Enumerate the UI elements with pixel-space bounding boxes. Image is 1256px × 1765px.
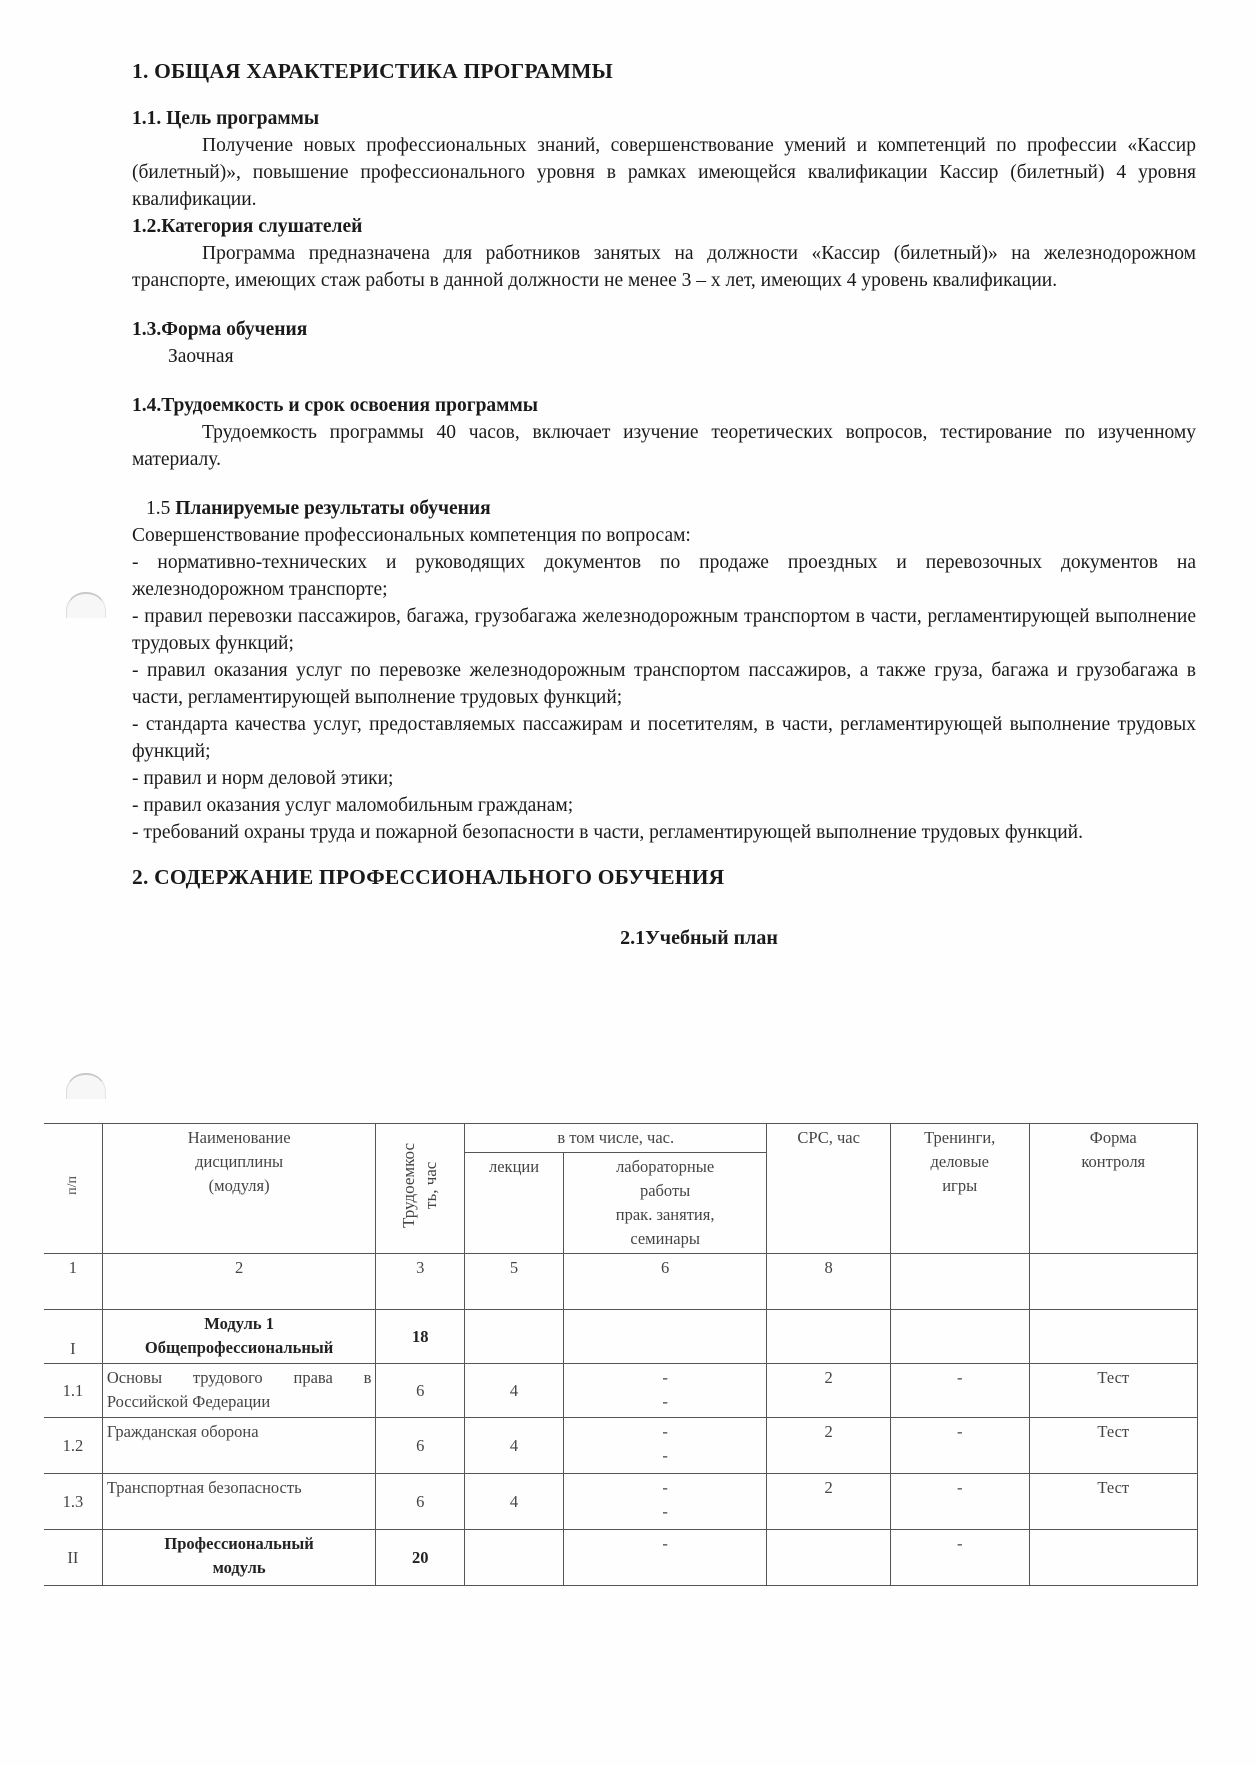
row-control: Тест	[1029, 1474, 1197, 1530]
row-no: II	[44, 1530, 102, 1586]
col-number: 1	[44, 1254, 102, 1310]
row-trainings	[890, 1310, 1029, 1364]
section-1-2-text: Программа предназначена для работников занятых на должности «Кассир (билетный)» на железнодорожном транспорте, имеющих стаж работы в данной должности не менее 3 – х лет, имеющих 4 уровень квалификации.	[132, 243, 1196, 291]
table-row	[44, 1310, 1198, 1364]
result-item: - правил оказания услуг маломобильным гражданам;	[132, 795, 574, 816]
col-number	[1029, 1254, 1197, 1310]
result-item: - правил и норм деловой этики;	[132, 768, 394, 789]
row-no: 1.3	[44, 1474, 102, 1530]
col-number	[890, 1254, 1029, 1310]
col-number: 2	[102, 1254, 376, 1310]
section-1-5-intro: Совершенствование профессиональных компетенция по вопросам:	[132, 525, 691, 546]
result-item: - требований охраны труда и пожарной безопасности в части, регламентирующей выполнение трудовых функций.	[132, 822, 1083, 843]
col-number: 6	[563, 1254, 766, 1310]
table-row	[44, 1474, 1198, 1530]
header-control: Форма контроля	[1029, 1124, 1197, 1254]
section-1-5-number: 1.5	[146, 498, 171, 519]
section-1-5-heading	[132, 495, 1196, 522]
row-labs: -	[563, 1530, 766, 1586]
row-name: Гражданская оборона	[102, 1418, 376, 1474]
row-no: 1.2	[44, 1418, 102, 1474]
row-trainings: -	[890, 1418, 1029, 1474]
row-total: 6	[376, 1364, 465, 1418]
section-1-3-heading: 1.3.Форма обучения	[132, 319, 308, 340]
row-total: 6	[376, 1418, 465, 1474]
row-trainings: -	[890, 1364, 1029, 1418]
row-labs: - -	[563, 1418, 766, 1474]
row-src	[767, 1530, 891, 1586]
section-1-5-title: Планируемые результаты обучения	[175, 498, 491, 519]
table-row	[44, 1364, 1198, 1418]
row-lectures: 4	[465, 1418, 564, 1474]
row-src: 2	[767, 1364, 891, 1418]
table-header-row	[44, 1124, 1198, 1153]
row-name: Транспортная безопасность	[102, 1474, 376, 1530]
row-src	[767, 1310, 891, 1364]
header-total: Трудоемкос ть, час	[376, 1124, 465, 1254]
row-lectures	[465, 1310, 564, 1364]
row-control	[1029, 1310, 1197, 1364]
row-trainings: -	[890, 1530, 1029, 1586]
result-item: - нормативно-технических и руководящих документов по продаже проездных и перевозочных документов на железнодорожном транспорте;	[132, 552, 1196, 600]
result-item: - стандарта качества услуг, предоставляемых пассажирам и посетителям, в части, регламентирующей выполнение трудовых функций;	[132, 714, 1196, 762]
header-including: в том числе, час.	[465, 1124, 767, 1153]
row-lectures: 4	[465, 1364, 564, 1418]
result-item: - правил перевозки пассажиров, багажа, грузобагажа железнодорожным транспортом в части, регламентирующей выполнение трудовых функций;	[132, 606, 1196, 654]
row-name: Профессиональный модуль	[102, 1530, 376, 1586]
row-total: 6	[376, 1474, 465, 1530]
row-labs: - -	[563, 1364, 766, 1418]
document-content	[132, 58, 1196, 952]
header-src: СРС, час	[767, 1124, 891, 1254]
row-lectures: 4	[465, 1474, 564, 1530]
section-1-3-text: Заочная	[168, 346, 234, 367]
header-name: Наименование дисциплины (модуля)	[102, 1124, 376, 1254]
result-item: - правил оказания услуг по перевозке железнодорожным транспортом пассажиров, а также груза, багажа и грузобагажа в части, регламентирующей выполнение трудовых функций;	[132, 660, 1196, 708]
row-no: 1.1	[44, 1364, 102, 1418]
curriculum-table	[44, 1123, 1198, 1586]
row-name: Основы трудового права в Российской Федерации	[102, 1364, 376, 1418]
section-1-title: 1. ОБЩАЯ ХАРАКТЕРИСТИКА ПРОГРАММЫ	[132, 59, 613, 83]
header-lectures: лекции	[465, 1153, 564, 1254]
column-number-row	[44, 1254, 1198, 1310]
row-no: I	[44, 1310, 102, 1364]
row-control	[1029, 1530, 1197, 1586]
col-number: 8	[767, 1254, 891, 1310]
section-1-1-text: Получение новых профессиональных знаний, совершенствование умений и компетенций по профессии «Кассир (билетный)», повышение профессионального уровня в рамках имеющейся квалификации Кассир (билетный) 4 уровня квалификации.	[132, 135, 1196, 210]
row-labs: - -	[563, 1474, 766, 1530]
punch-hole-mark	[66, 1073, 106, 1099]
section-1-4-text: Трудоемкость программы 40 часов, включает изучение теоретических вопросов, тестирование по изученному материалу.	[132, 422, 1196, 470]
table-row	[44, 1530, 1198, 1586]
row-src: 2	[767, 1474, 891, 1530]
section-1-1-heading: 1.1. Цель программы	[132, 108, 320, 129]
row-lectures	[465, 1530, 564, 1586]
table-row	[44, 1418, 1198, 1474]
row-control: Тест	[1029, 1418, 1197, 1474]
section-2-title: 2. СОДЕРЖАНИЕ ПРОФЕССИОНАЛЬНОГО ОБУЧЕНИЯ	[132, 865, 725, 889]
table-title: 2.1Учебный план	[620, 927, 778, 949]
row-control: Тест	[1029, 1364, 1197, 1418]
header-trainings: Тренинги, деловые игры	[890, 1124, 1029, 1254]
section-1-2-heading: 1.2.Категория слушателей	[132, 216, 363, 237]
row-trainings: -	[890, 1474, 1029, 1530]
col-number: 3	[376, 1254, 465, 1310]
header-no: п/п	[44, 1124, 102, 1254]
section-1-4-heading: 1.4.Трудоемкость и срок освоения программы	[132, 395, 538, 416]
punch-hole-mark	[66, 592, 106, 618]
header-labs: лабораторные работы прак. занятия, семинары	[563, 1153, 766, 1254]
row-total: 20	[376, 1530, 465, 1586]
row-total: 18	[376, 1310, 465, 1364]
col-number: 5	[465, 1254, 564, 1310]
row-src: 2	[767, 1418, 891, 1474]
row-name: Модуль 1 Общепрофессиональный	[102, 1310, 376, 1364]
row-labs	[563, 1310, 766, 1364]
